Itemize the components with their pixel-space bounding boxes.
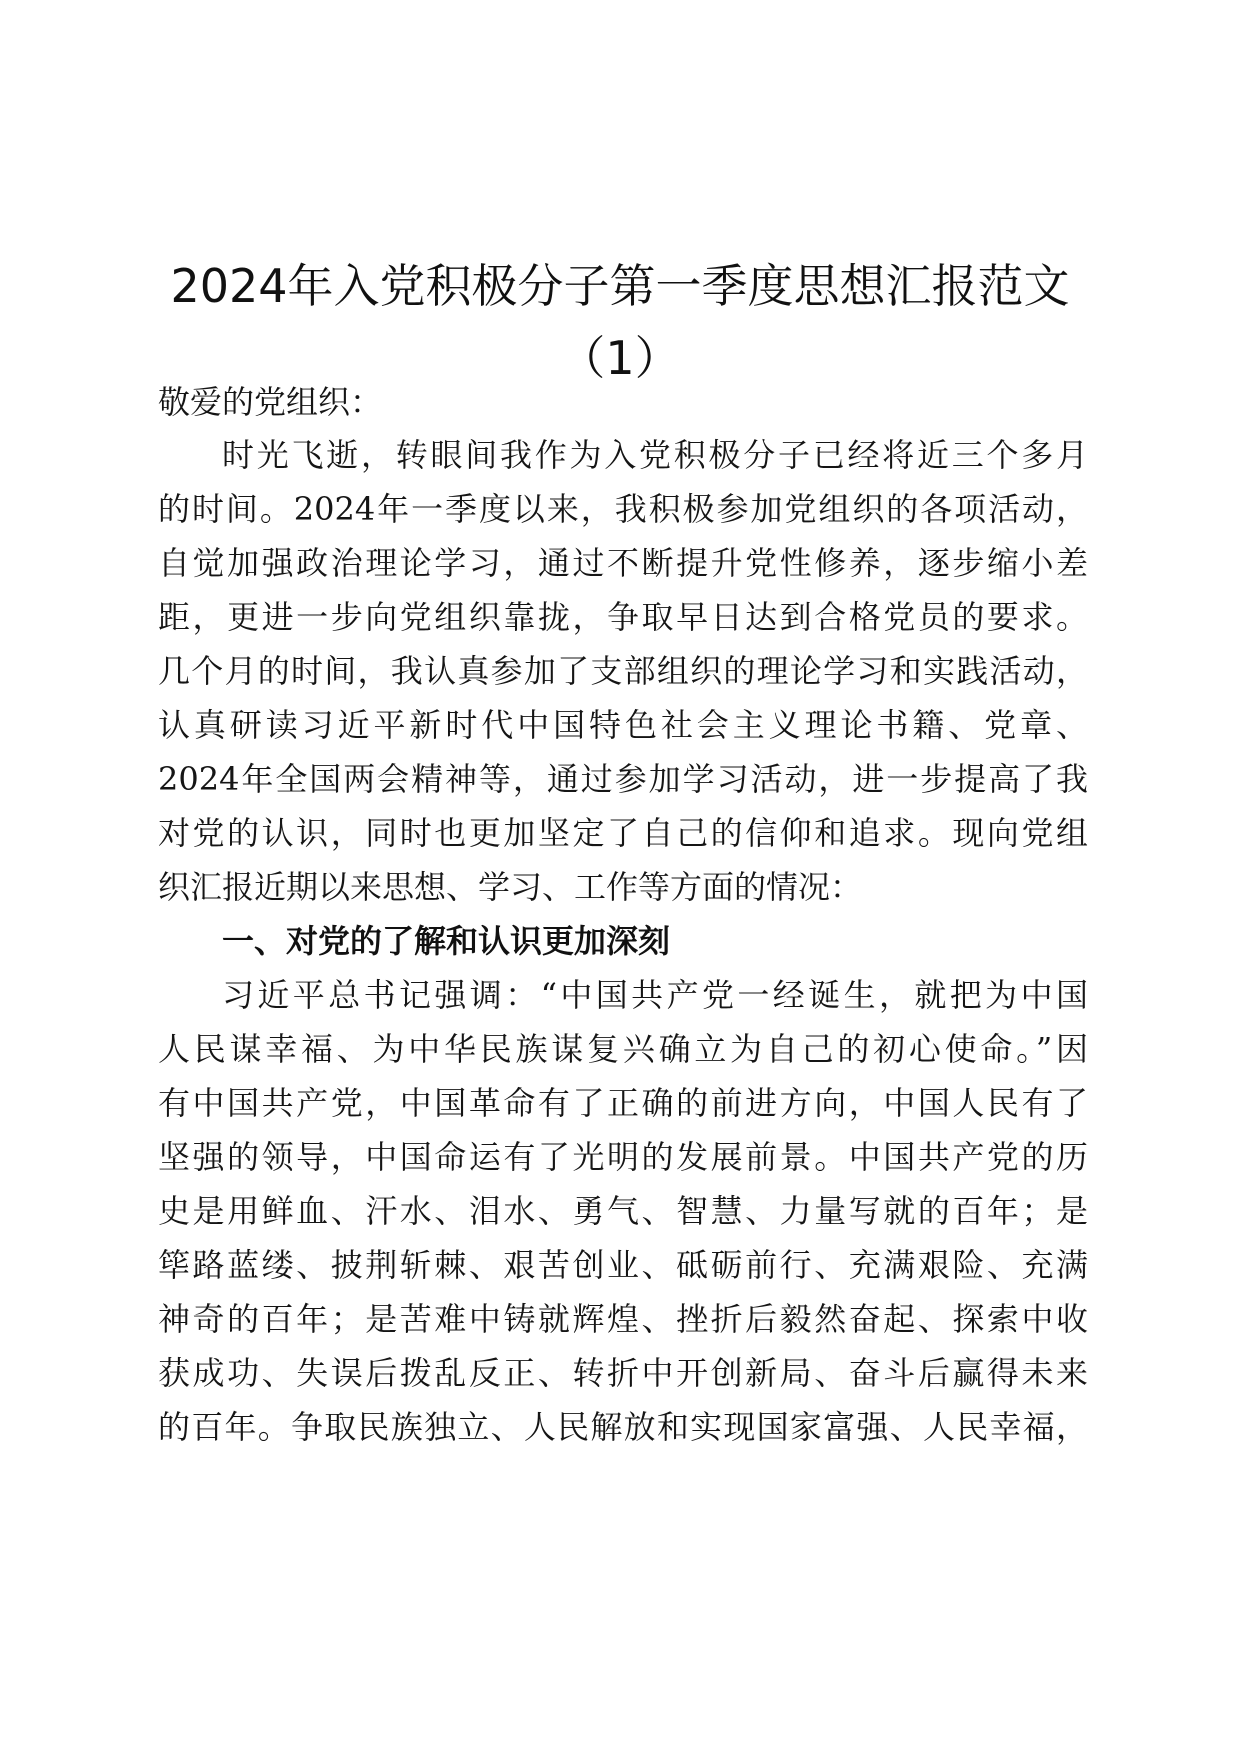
paragraph-line: 史是用鲜血、汗水、泪水、勇气、智慧、力量写就的百年；是 xyxy=(158,1192,1088,1230)
paragraph-line: 的百年。争取民族独立、人民解放和实现国家富强、人民幸福， xyxy=(158,1408,1088,1446)
paragraph-line: 2024年全国两会精神等，通过参加学习活动，进一步提高了我 xyxy=(158,760,1088,798)
paragraph-line: 习近平总书记强调：“中国共产党一经诞生，就把为中国 xyxy=(222,976,1088,1014)
paragraph-line: 人民谋幸福、为中华民族谋复兴确立为自己的初心使命。”因 xyxy=(158,1030,1088,1068)
paragraph-line: 的时间。2024年一季度以来，我积极参加党组织的各项活动， xyxy=(158,490,1088,528)
paragraph-line: 认真研读习近平新时代中国特色社会主义理论书籍、党章、 xyxy=(158,706,1088,744)
paragraph-line: 坚强的领导，中国命运有了光明的发展前景。中国共产党的历 xyxy=(158,1138,1088,1176)
paragraph-line: 获成功、失误后拨乱反正、转折中开创新局、奋斗后赢得未来 xyxy=(158,1354,1088,1392)
paragraph-line: 对党的认识，同时也更加坚定了自己的信仰和追求。现向党组 xyxy=(158,814,1088,852)
document-title: 2024年入党积极分子第一季度思想汇报范文 xyxy=(170,259,1070,313)
salutation: 敬爱的党组织： xyxy=(158,383,383,421)
paragraph-line: 织汇报近期以来思想、学习、工作等方面的情况： xyxy=(158,868,863,906)
paragraph-line: 时光飞逝，转眼间我作为入党积极分子已经将近三个多月 xyxy=(222,436,1088,474)
paragraph-line: 筚路蓝缕、披荆斩棘、艰苦创业、砥砺前行、充满艰险、充满 xyxy=(158,1246,1088,1284)
paragraph-line: 自觉加强政治理论学习，通过不断提升党性修养，逐步缩小差 xyxy=(158,544,1088,582)
paragraph-line: 有中国共产党，中国革命有了正确的前进方向，中国人民有了 xyxy=(158,1084,1088,1122)
paragraph-line: 神奇的百年；是苦难中铸就辉煌、挫折后毅然奋起、探索中收 xyxy=(158,1300,1088,1338)
paragraph-line: 距，更进一步向党组织靠拢，争取早日达到合格党员的要求。 xyxy=(158,598,1088,636)
section-heading: 一、对党的了解和认识更加深刻 xyxy=(222,922,671,960)
paragraph-line: 几个月的时间，我认真参加了支部组织的理论学习和实践活动， xyxy=(158,652,1088,690)
document-title-number: （1） xyxy=(559,331,681,385)
